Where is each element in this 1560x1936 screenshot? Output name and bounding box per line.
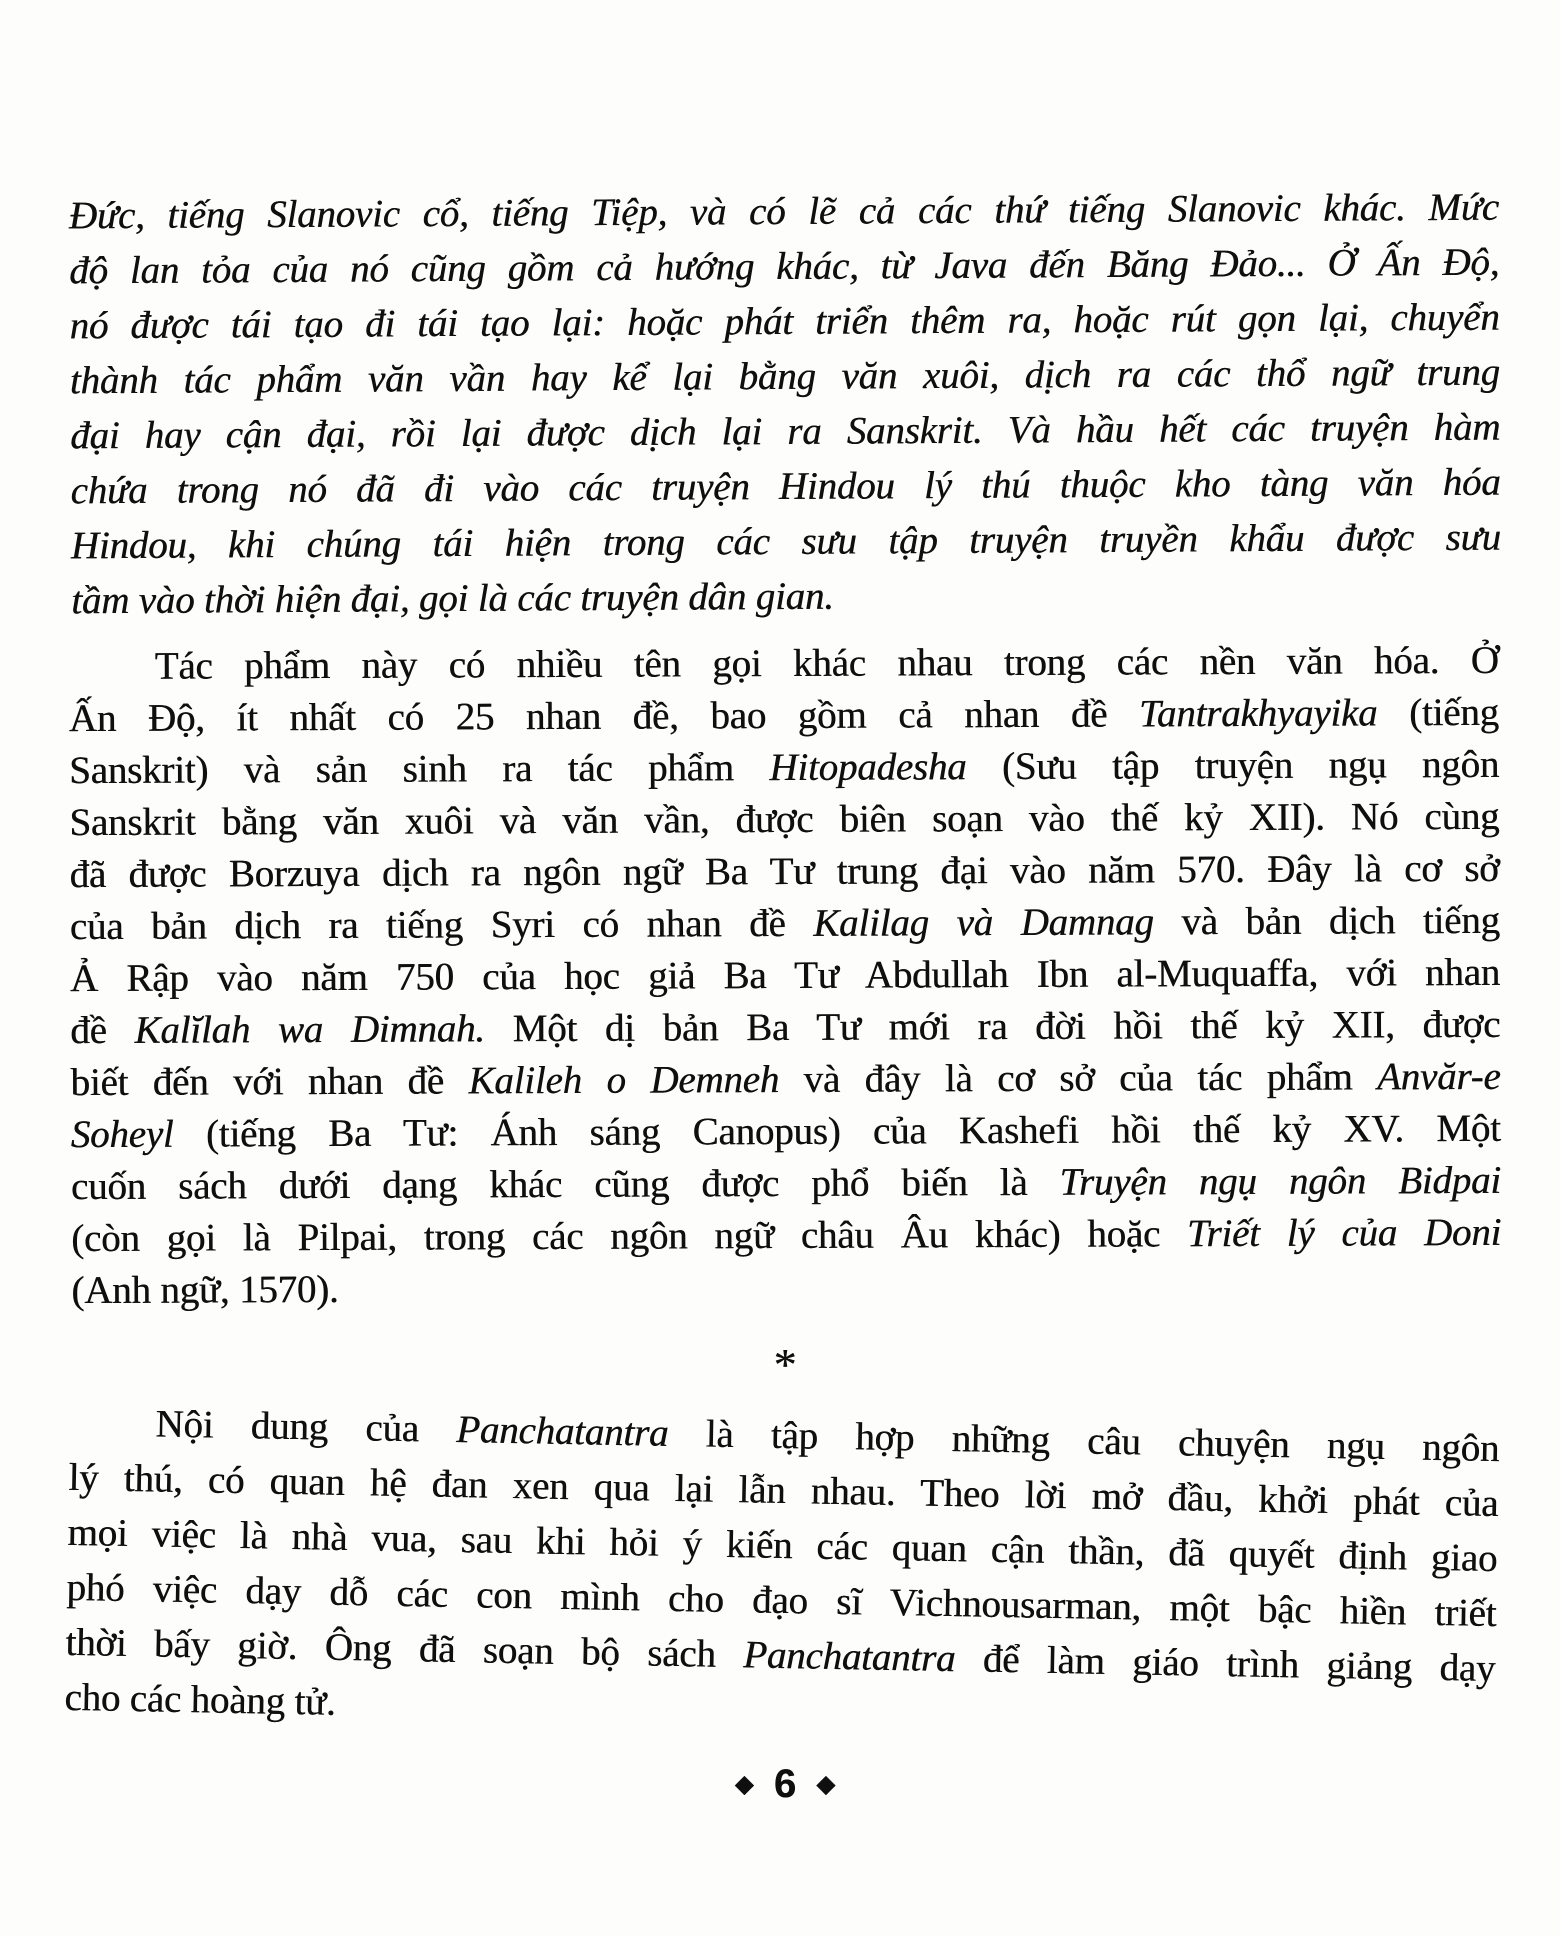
text-run: (Anh ngữ, 1570). — [71, 1267, 339, 1313]
text-run: mọi việc là nhà vua, sau khi hỏi ý kiến các quan cận thần, đã quyết định giao — [67, 1510, 1498, 1581]
text-line — [69, 687, 1499, 745]
text-line — [71, 1259, 1501, 1317]
text-run: là tập hợp những câu chuyện ngụ ngôn — [667, 1411, 1500, 1471]
text-line — [71, 1103, 1501, 1161]
text-line — [70, 400, 1500, 464]
text-line — [69, 843, 1499, 901]
text-run: nó được tái tạo đi tái tạo lại: hoặc phát triển thêm ra, hoặc rút gọn lại, chuyển — [69, 295, 1500, 348]
text-line — [70, 345, 1500, 409]
text-run: (tiếng — [1377, 690, 1499, 735]
text-run: (Sưu tập truyện ngụ ngôn — [966, 742, 1500, 789]
text-run: lý thú, có quan hệ đan xen qua lại lẫn nhau. Theo lời mở đầu, khởi phát của — [68, 1455, 1499, 1526]
text-run: Đức, tiếng Slanovic cổ, tiếng Tiệp, và có lẽ cả các thứ tiếng Slanovic khác. Mức — [68, 185, 1499, 238]
text-run: thời bấy giờ. Ông đã soạn bộ sách — [65, 1620, 744, 1677]
text-run: (tiếng Ba Tư: Ánh sáng Canopus) của Kashefi hồi thế kỷ XV. Một — [173, 1106, 1501, 1156]
italic-run: Triết lý của Doni — [1186, 1210, 1502, 1256]
text-run: chứa trong nó đã đi vào các truyện Hindou lý thú thuộc kho tàng văn hóa — [70, 460, 1501, 513]
page-text — [64, 184, 1502, 1806]
text-run: phó việc dạy dỗ các con mình cho đạo sĩ Vichnousarman, một bậc hiền triết — [66, 1565, 1497, 1636]
italic-run: Truyện ngụ ngôn Bidpai — [1059, 1158, 1501, 1204]
diamond-icon: ◆ — [734, 1770, 754, 1798]
text-run: và đây là cơ sở của tác phẩm — [778, 1055, 1378, 1102]
text-run: Tác phẩm này có nhiều tên gọi khác nhau trong các nền văn hóa. Ở — [154, 638, 1499, 688]
italic-run: Tantrakhyayika — [1138, 691, 1378, 736]
text-run: Sanskrit) và sản sinh ra tác phẩm — [69, 746, 770, 793]
text-line — [71, 565, 1501, 629]
section-separator-asterisk: * — [773, 1339, 797, 1390]
text-run: độ lan tỏa của nó cũng gồm cả hướng khác, từ Java đến Băng Đảo... Ở Ấn Độ, — [69, 240, 1500, 293]
text-run: để làm giáo trình giảng dạy — [954, 1637, 1496, 1691]
text-run: Ả Rập vào năm 750 của học giả Ba Tư Abdullah Ibn al-Muquaffa, với nhan — [69, 950, 1501, 1001]
text-line — [70, 455, 1500, 519]
page-number: 6 — [773, 1762, 797, 1806]
text-run: đã được Borzuya dịch ra ngôn ngữ Ba Tư trung đại vào năm 570. Đây là cơ sở — [69, 846, 1500, 897]
text-line — [71, 510, 1501, 574]
text-line — [70, 999, 1500, 1057]
text-run: biết đến với nhan đề — [70, 1059, 469, 1105]
text-run: của bản dịch ra tiếng Syri có nhan đề — [69, 901, 814, 949]
text-run: đề — [70, 1008, 135, 1053]
text-line — [69, 791, 1499, 849]
text-run: Sanskrit bằng văn xuôi và văn vần, được biên soạn vào thế kỷ XII). Nó cùng — [69, 794, 1500, 845]
content-summary-paragraph — [64, 1395, 1500, 1751]
text-run: cho các hoàng tử. — [64, 1675, 336, 1724]
italic-run: Kalilag và Damnag — [813, 900, 1154, 945]
lead-italic-paragraph — [69, 180, 1502, 629]
text-run: cuốn sách dưới dạng khác cũng được phổ biến là — [70, 1160, 1060, 1209]
italic-run: Kalĭlah wa Dimnah. — [134, 1007, 485, 1052]
italic-run: Panchatantra — [742, 1633, 956, 1681]
italic-run: Kalileh o Demneh — [468, 1058, 780, 1103]
italic-run: Panchatantra — [455, 1407, 669, 1455]
text-run: (còn gọi là Pilpai, trong các ngôn ngữ châu Âu khác) hoặc — [71, 1212, 1188, 1261]
text-run: thành tác phẩm văn vần hay kể lại bằng văn xuôi, dịch ra các thổ ngữ trung — [69, 350, 1500, 403]
text-line — [70, 895, 1500, 953]
text-run: Nội dung của — [155, 1402, 457, 1451]
text-run: tầm vào thời hiện đại, gọi là các truyện dân gian. — [71, 574, 834, 623]
text-run: Ấn Độ, ít nhất có 25 nhan đề, bao gồm cả nhan đề — [68, 692, 1140, 741]
text-line — [71, 1155, 1501, 1213]
italic-run: Hitopadesha — [769, 745, 967, 790]
text-run: Một dị bản Ba Tư mới ra đời hồi thế kỷ XII, được — [484, 1002, 1501, 1051]
diamond-icon: ◆ — [816, 1770, 836, 1798]
text-run: Hindou, khi chúng tái hiện trong các sưu tập truyện truyền khẩu được sưu — [70, 515, 1501, 568]
text-line — [69, 180, 1499, 244]
text-run: và bản dịch tiếng — [1153, 898, 1500, 944]
italic-run: Soheyl — [70, 1112, 174, 1157]
text-line — [70, 947, 1500, 1005]
text-run: đại hay cận đại, rồi lại được dịch lại ra Sanskrit. Và hầu hết các truyện hàm — [70, 405, 1501, 458]
titles-history-paragraph — [69, 635, 1502, 1317]
page-footer — [70, 1762, 1500, 1806]
text-line — [69, 290, 1499, 354]
text-line — [70, 1051, 1500, 1109]
text-line — [69, 235, 1499, 299]
text-line — [69, 635, 1499, 693]
text-line — [71, 1207, 1501, 1265]
text-line — [69, 739, 1499, 797]
italic-run: Anvăr-e — [1376, 1054, 1501, 1099]
